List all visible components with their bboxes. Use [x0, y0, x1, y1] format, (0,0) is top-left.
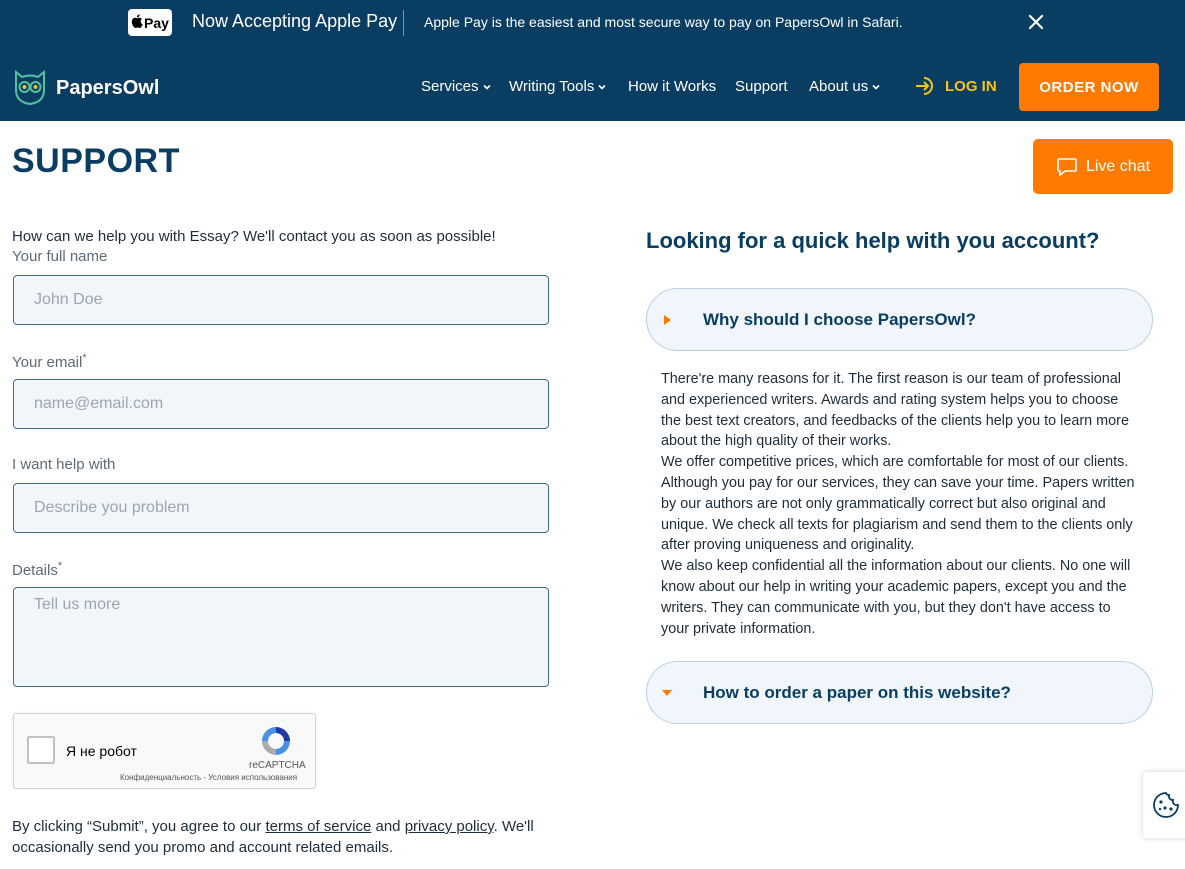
- nav-item-label: Services: [421, 78, 479, 95]
- chevron-down-icon: [482, 82, 492, 92]
- privacy-policy-link[interactable]: privacy policy: [404, 818, 494, 835]
- consent-and: and: [371, 818, 405, 835]
- cookie-icon: [1152, 791, 1180, 819]
- details-textarea[interactable]: [13, 587, 549, 687]
- name-label: Your full name: [12, 248, 108, 265]
- details-label-text: Details: [12, 562, 58, 579]
- close-icon: [1024, 10, 1048, 34]
- faq-item-why-choose[interactable]: [646, 288, 1153, 351]
- nav-item-about-us[interactable]: [809, 78, 881, 95]
- recaptcha-widget: [13, 713, 316, 789]
- promo-description: Apple Pay is the easiest and most secure way to pay on PapersOwl in Safari.: [424, 14, 903, 30]
- consent-prefix: By clicking “Submit”, you agree to our: [12, 818, 266, 835]
- recaptcha-text: Я не робот: [66, 743, 137, 759]
- required-mark: *: [82, 352, 87, 364]
- live-chat-label: Live chat: [1085, 157, 1151, 175]
- faq-answer-paragraph: There're many reasons for it. The first reason is our team of professional and experienced writers. Awards and rating system helps you to choose the best text creators, and feedbacks of the clients help you to learn more about the high quality of their works.: [661, 371, 1129, 450]
- full-name-input[interactable]: [13, 275, 549, 325]
- email-input[interactable]: [13, 379, 549, 429]
- chevron-down-icon: [871, 82, 881, 92]
- page-title: SUPPORT: [12, 142, 180, 180]
- main-navigation: [0, 52, 1185, 121]
- help-label: I want help with: [12, 456, 116, 473]
- faq-answer-paragraph: We offer competitive prices, which are comfortable for most of our clients. Although you pay for our services, they can save your time. Papers written by our authors are not only grammatically correct but also original and unique. We check all texts for plagiarism and send them to the clients only after proving uniqueness and originality.: [661, 454, 1135, 554]
- required-mark: *: [57, 560, 63, 572]
- nav-item-label: About us: [809, 78, 869, 95]
- faq-title: Looking for a quick help with you account?: [646, 228, 1100, 253]
- apple-icon: [131, 14, 143, 31]
- chat-bubble-icon: [1056, 156, 1078, 178]
- recaptcha-logo-icon: [259, 724, 293, 758]
- recaptcha-brand: reCAPTCHA: [249, 760, 306, 771]
- order-now-button[interactable]: ORDER NOW: [1019, 63, 1159, 111]
- nav-item-services[interactable]: [421, 78, 492, 95]
- recaptcha-links[interactable]: Конфиденциальность - Условия использования: [120, 773, 298, 782]
- nav-item-label: How it Works: [628, 78, 717, 95]
- faq-answer-paragraph: We also keep confidential all the information about our clients. No one will know about our help in writing your academic papers, except you and the writers. They can communicate with you, but they don't have access to your private information.: [661, 558, 1131, 637]
- details-label: [12, 560, 62, 579]
- brand-name[interactable]: PapersOwl: [56, 77, 160, 99]
- recaptcha-checkbox[interactable]: [27, 736, 55, 764]
- nav-item-writing-tools[interactable]: [509, 78, 607, 95]
- apple-pay-badge-text: Pay: [144, 14, 169, 31]
- faq-item-how-to-order[interactable]: [646, 661, 1153, 724]
- faq-answer: [661, 369, 1141, 639]
- consent-text: [12, 816, 552, 858]
- help-topic-input[interactable]: [13, 483, 549, 533]
- consent-suffix: . We'll occasionally send you promo and account related emails.: [12, 818, 534, 856]
- promo-title: Now Accepting Apple Pay: [192, 11, 398, 31]
- nav-item-support[interactable]: [735, 78, 788, 95]
- nav-item-label: Writing Tools: [509, 78, 595, 95]
- close-banner-button[interactable]: [1024, 10, 1048, 34]
- cookie-settings-button[interactable]: [1143, 772, 1185, 838]
- nav-item-label: Support: [735, 78, 788, 95]
- faq-question: Why should I choose PapersOwl?: [703, 309, 976, 329]
- email-label: [12, 352, 87, 371]
- faq-question: How to order a paper on this website?: [703, 682, 1011, 702]
- live-chat-button[interactable]: [1033, 139, 1173, 194]
- owl-logo-icon[interactable]: [12, 68, 48, 106]
- apple-pay-badge: [128, 9, 172, 36]
- login-label: LOG IN: [945, 77, 997, 95]
- promo-divider: [403, 10, 404, 36]
- form-intro: How can we help you with Essay? We'll contact you as soon as possible!: [12, 228, 496, 245]
- chevron-down-icon: [597, 82, 607, 92]
- email-label-text: Your email: [12, 354, 83, 371]
- triangle-down-icon: [661, 687, 673, 699]
- triangle-right-icon: [661, 314, 673, 326]
- login-button[interactable]: [915, 76, 997, 96]
- terms-of-service-link[interactable]: terms of service: [265, 818, 372, 835]
- nav-item-how-it-works[interactable]: [628, 78, 716, 95]
- apple-pay-banner: [0, 0, 1185, 52]
- login-icon: [915, 76, 937, 96]
